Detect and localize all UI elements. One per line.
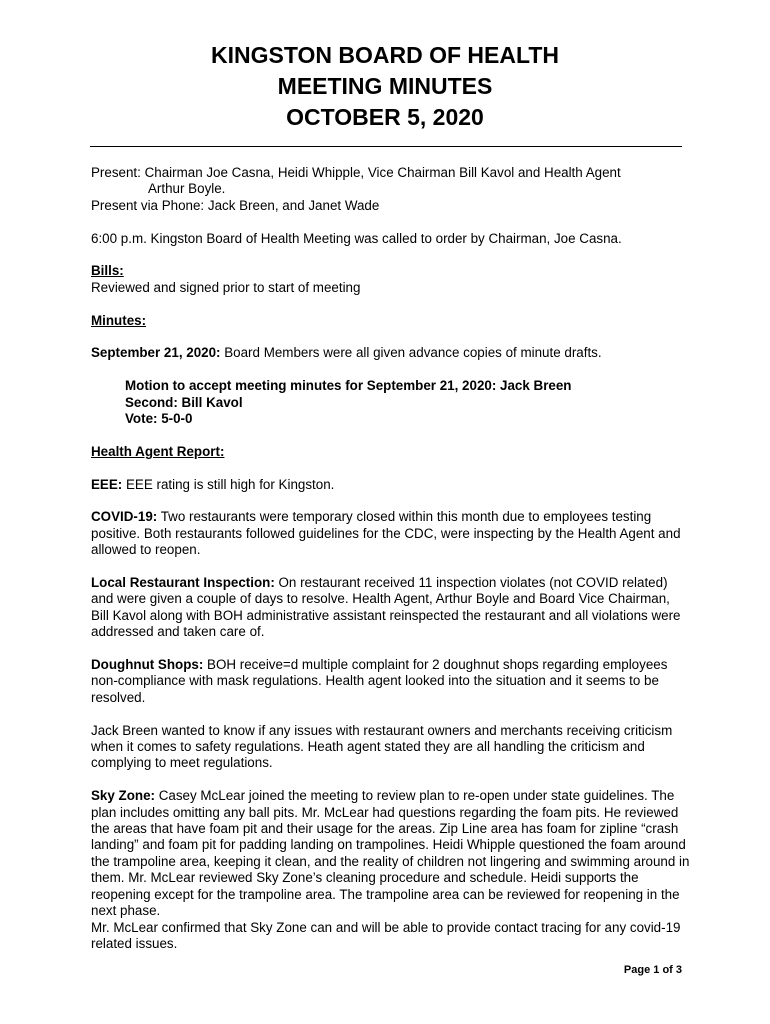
inspection-text: On restaurant received 11 inspection violates (not COVID related) and were given a couple of days to resolve. Health Agent, Arthur Boyle and Board Vice Chairman, Bill Kavol along with BOH administrative assistant reinspected the restaurant and all violations were addressed and taken care of. [91, 575, 681, 640]
skyzone-paragraph-2: Mr. McLear confirmed that Sky Zone can and will be able to provide contact tracing for any covid-19 related issues. [91, 919, 681, 951]
inspection-paragraph [91, 575, 691, 641]
doughnut-label: Doughnut Shops: [91, 657, 204, 673]
present-line-continued: Arthur Boyle. [148, 181, 226, 197]
motion-second: Second: Bill Kavol [125, 394, 243, 410]
title-line-2: MEETING MINUTES [277, 73, 493, 99]
eee-paragraph [91, 477, 691, 493]
motion-block [91, 378, 691, 427]
motion-vote: Vote: 5-0-0 [125, 411, 193, 427]
minutes-text: Board Members were all given advance copies of minute drafts. [220, 345, 602, 361]
motion-text: Motion to accept meeting minutes for September 21, 2020: Jack Breen [125, 378, 572, 394]
covid-paragraph [91, 509, 691, 558]
doughnut-paragraph [91, 657, 691, 706]
skyzone-paragraph [91, 788, 691, 919]
breen-paragraph: Jack Breen wanted to know if any issues with restaurant owners and merchants receiving criticism when it comes to safety regulations. Heath agent stated they are all handling the criticism and complying to meet regulations. [91, 722, 673, 771]
skyzone-text: Casey McLear joined the meeting to review plan to re-open under state guidelines. The plan includes omitting any ball pits. Mr. McLear had questions regarding the foam pits. He reviewed the areas that have foam pit and their usage for the areas. Zip Line area has foam for zipline “crash landing” and foam pit for padding landing on trampolines. Heidi Whipple questioned the foam around the trampoline area, keeping it clean, and the reality of children not lingering and swimming around in them. Mr. McLear reviewed Sky Zone’s cleaning procedure and schedule. Heidi supports the reopening except for the trampoline area. The trampoline area can be reviewed for reopening in the next phase. [91, 788, 690, 919]
skyzone-label: Sky Zone: [91, 788, 155, 804]
page-number: Page 1 of 3 [623, 964, 682, 976]
doughnut-text: BOH receive=d multiple complaint for 2 doughnut shops regarding employees non-compliance with mask regulations. Health agent looked into the situation and it seems to be resolved. [91, 657, 668, 705]
health-agent-heading: Health Agent Report: [91, 443, 225, 459]
title-line-1: KINGSTON BOARD OF HEALTH [211, 42, 559, 68]
minutes-heading: Minutes: [91, 312, 147, 328]
call-to-order: 6:00 p.m. Kingston Board of Health Meeting was called to order by Chairman, Joe Casna. [91, 230, 622, 246]
present-line: Present: Chairman Joe Casna, Heidi Whipple, Vice Chairman Bill Kavol and Health Agent [91, 165, 621, 180]
eee-label: EEE: [91, 476, 123, 492]
title-divider [90, 146, 682, 147]
bills-text: Reviewed and signed prior to start of meeting [91, 279, 361, 295]
minutes-date-label: September 21, 2020: [91, 345, 221, 361]
eee-text: EEE rating is still high for Kingston. [122, 476, 335, 492]
minutes-paragraph [91, 345, 691, 361]
document-title [0, 40, 770, 133]
minutes-body [91, 165, 691, 952]
covid-text: Two restaurants were temporary closed within this month due to employees testing positive. Both restaurants followed guidelines for the CDC, were inspecting by the Health Agent and allowed to reopen. [91, 509, 681, 558]
title-line-3: OCTOBER 5, 2020 [286, 104, 484, 130]
bills-heading: Bills: [91, 263, 124, 279]
inspection-label: Local Restaurant Inspection: [91, 575, 275, 591]
covid-label: COVID-19: [91, 509, 158, 525]
present-via-phone: Present via Phone: Jack Breen, and Janet Wade [91, 197, 380, 213]
